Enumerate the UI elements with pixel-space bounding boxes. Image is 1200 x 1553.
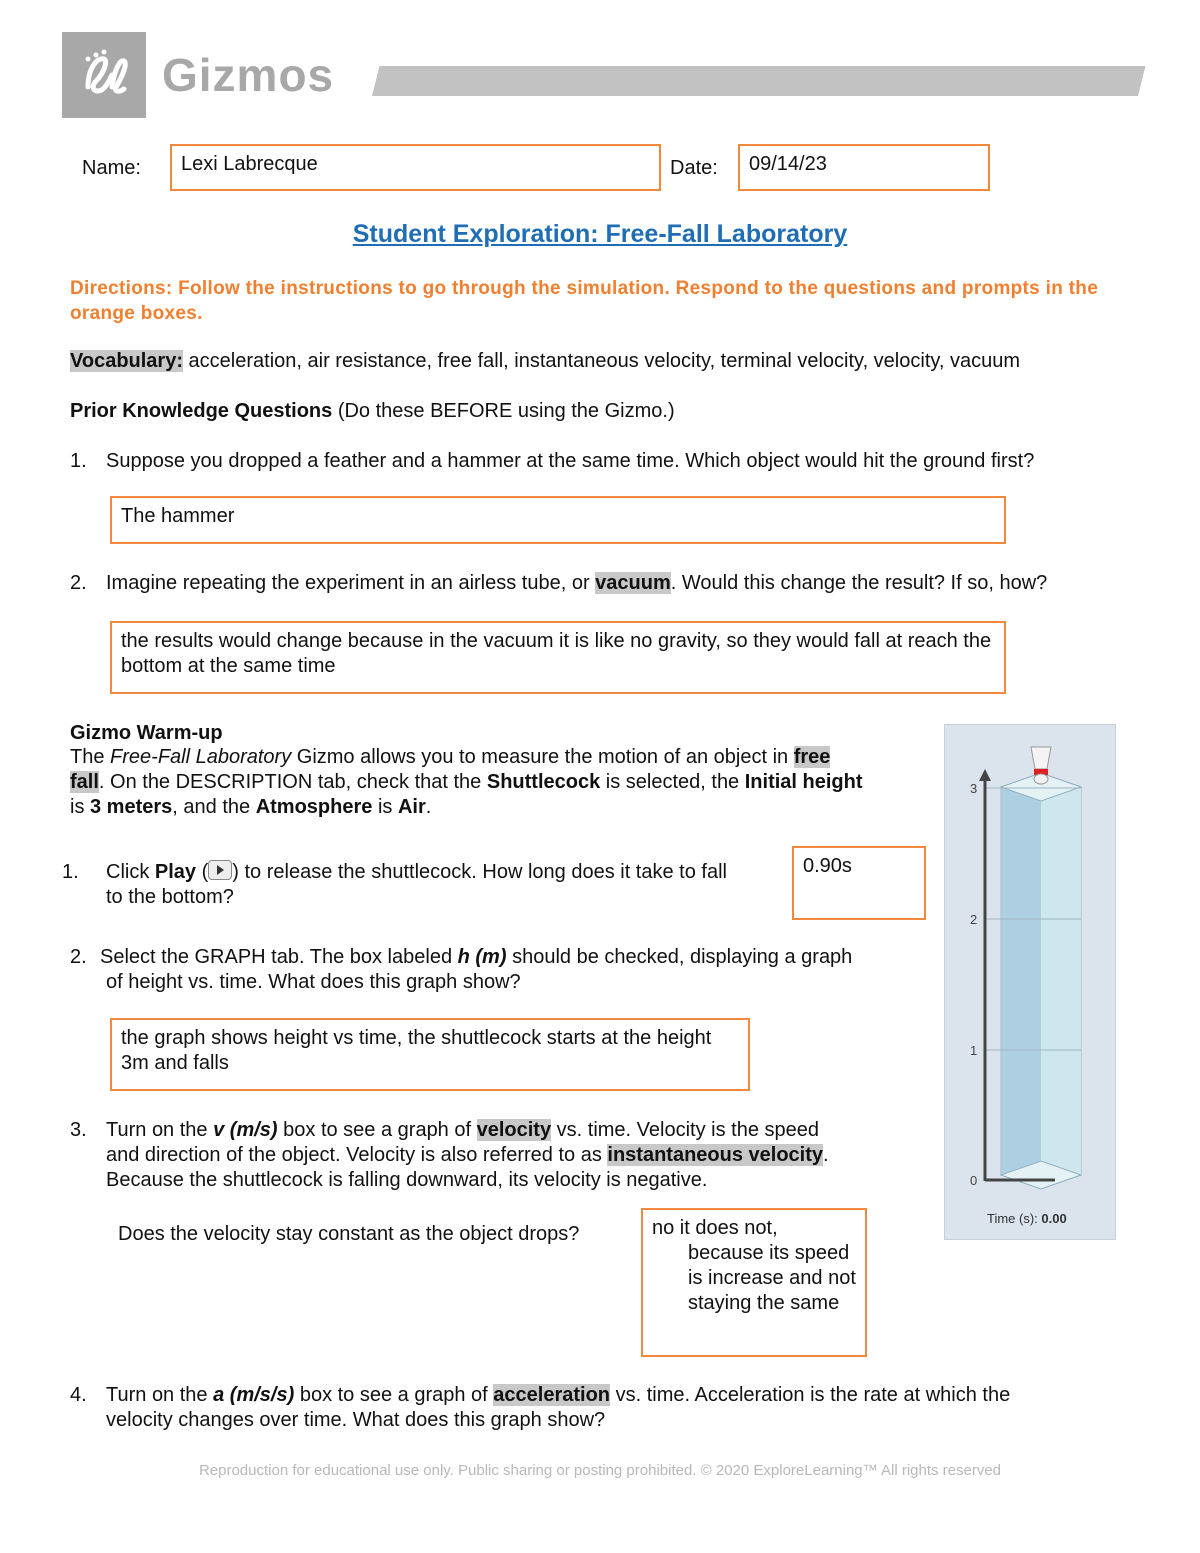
warmup-heading: Gizmo Warm-up (70, 722, 223, 744)
w3-mid: box to see a graph of (277, 1119, 477, 1141)
w3-line2b: . (823, 1144, 829, 1166)
w3-line3: Because the shuttlecock is falling downward, its velocity is negative. (106, 1169, 708, 1191)
warmup-text-f: . (425, 796, 432, 818)
warmup-line2 (70, 770, 932, 795)
w2-question (100, 945, 930, 995)
w3-line2a: and direction of the object. Velocity is also referred to as (106, 1144, 608, 1166)
warmup-text-b: . On the DESCRIPTION tab, check that the (98, 771, 487, 793)
q1-question: Suppose you dropped a feather and a hammer at the same time. Which object would hit the ground first? (106, 450, 1035, 472)
w1-play-word: Play (154, 861, 197, 883)
warmup-text-e: is (372, 796, 398, 818)
tick-label-0: 0 (970, 1173, 978, 1188)
w3-answer-rest: because its speed is increase and not staying the same (688, 1242, 856, 1314)
date-label: Date: (670, 157, 718, 179)
w1-line1 (106, 860, 796, 885)
vocabulary-label: Vocabulary: (70, 350, 183, 372)
tick-label-3: 3 (970, 781, 978, 796)
w3-number: 3. (70, 1119, 87, 1141)
term-atmosphere: Atmosphere (255, 796, 373, 818)
logo-mark-icon (74, 47, 134, 103)
freefall-simulation-image (944, 724, 1116, 1240)
time-readout (987, 1211, 1067, 1226)
q2-post: . Would this change the result? If so, how? (670, 572, 1048, 594)
play-button-icon (208, 860, 232, 880)
w2-post: should be checked, displaying a graph (506, 946, 853, 968)
q1-answer: The hammer (121, 505, 235, 527)
w4-line2: velocity changes over time. What does this graph show? (106, 1409, 606, 1431)
w4-line1 (106, 1383, 1186, 1408)
term-3-meters: 3 meters (90, 796, 173, 818)
time-label: Time (s): (987, 1211, 1042, 1226)
w4-question (106, 1383, 1186, 1433)
header-bar (372, 66, 1145, 96)
term-initial-height: Initial height (744, 771, 863, 793)
page-title: Student Exploration: Free-Fall Laboratory (352, 220, 848, 248)
w3-answer-box[interactable] (641, 1208, 867, 1357)
q2-answer: the results would change because in the vacuum it is like no gravity, so they would fall at reach the bottom at the same time (121, 630, 992, 677)
warmup-line3 (70, 795, 932, 820)
warmup-text-c: is selected, the (600, 771, 745, 793)
w4-pre: Turn on the (106, 1384, 214, 1406)
gizmo-name: Free-Fall Laboratory (110, 746, 292, 768)
w4-mid: box to see a graph of (294, 1384, 494, 1406)
warmup-line1 (70, 745, 932, 770)
w1-answer: 0.90s (803, 855, 852, 877)
w3-answer-line1: no it does not, (652, 1217, 778, 1239)
q2-number: 2. (70, 572, 87, 594)
w4-number: 4. (70, 1384, 87, 1406)
term-velocity: velocity (476, 1119, 552, 1141)
w2-line1 (100, 945, 930, 970)
vocabulary (70, 349, 1170, 374)
explorelearning-logo (62, 32, 146, 118)
q1-answer-box[interactable] (110, 496, 1006, 544)
q2-question (106, 571, 1176, 596)
name-label: Name: (82, 157, 141, 179)
term-fall: fall (70, 771, 99, 793)
directions: Directions: Follow the instructions to go through the simulation. Respond to the questions and prompts in the orange boxes. (70, 278, 1099, 324)
date-value: 09/14/23 (749, 153, 827, 175)
warmup-is: is (70, 796, 90, 818)
prior-heading-text: Prior Knowledge Questions (70, 400, 333, 422)
w3-line1 (106, 1118, 936, 1143)
w4-post: vs. time. Acceleration is the rate at which the (610, 1384, 1011, 1406)
name-field[interactable] (170, 144, 661, 191)
w2-answer: the graph shows height vs time, the shuttlecock starts at the height 3m and falls (121, 1027, 712, 1074)
q1-number: 1. (70, 450, 87, 472)
warmup-text-d: , and the (172, 796, 256, 818)
w3-question (106, 1118, 936, 1193)
q2-answer-box[interactable] (110, 621, 1006, 694)
w3-vms-term: v (m/s) (213, 1119, 278, 1141)
w1-click: Click (106, 861, 155, 883)
footer-copyright: Reproduction for educational use only. Public sharing or posting prohibited. © 2020 ExploreLearning™ All rights reserved (198, 1462, 1002, 1479)
w2-number: 2. (70, 946, 87, 968)
w1-line2: to the bottom? (106, 886, 234, 908)
name-value: Lexi Labrecque (181, 153, 318, 175)
term-acceleration: acceleration (493, 1384, 611, 1406)
w1-number: 1. (62, 861, 79, 883)
w2-hm-term: h (m) (457, 946, 507, 968)
w1-paren: ( (196, 861, 209, 883)
w3-post: vs. time. Velocity is the speed (551, 1119, 819, 1141)
w3-line2 (106, 1143, 936, 1168)
term-shuttlecock: Shuttlecock (486, 771, 601, 793)
w2-pre: Select the GRAPH tab. The box labeled (100, 946, 458, 968)
w2-line2: of height vs. time. What does this graph show? (106, 971, 521, 993)
w1-rest: ) to release the shuttlecock. How long does it take to fall (232, 861, 727, 883)
term-instantaneous-velocity: instantaneous velocity (607, 1144, 824, 1166)
warmup-the: The (70, 746, 111, 768)
q2-pre: Imagine repeating the experiment in an airless tube, or (106, 572, 596, 594)
drop-tube-diagram (945, 725, 1115, 1239)
time-value: 0.00 (1041, 1211, 1067, 1226)
term-air: Air (397, 796, 426, 818)
tick-label-2: 2 (970, 912, 978, 927)
w4-ams-term: a (m/s/s) (213, 1384, 295, 1406)
w1-answer-box[interactable] (792, 846, 926, 920)
w2-answer-box[interactable] (110, 1018, 750, 1091)
tick-label-1: 1 (970, 1043, 978, 1058)
warmup-paragraph (70, 745, 932, 820)
prior-knowledge-heading (70, 399, 675, 424)
warmup-text-a: Gizmo allows you to measure the motion of an object in (291, 746, 794, 768)
date-field[interactable] (738, 144, 990, 191)
prior-subtext: (Do these BEFORE using the Gizmo.) (332, 400, 675, 422)
gizmos-logo-text: Gizmos (162, 49, 335, 101)
term-free: free (793, 746, 831, 768)
q2-vacuum-term: vacuum (595, 572, 671, 594)
vocabulary-list: acceleration, air resistance, free fall, instantaneous velocity, terminal velocity, velocity, vacuum (183, 350, 1021, 372)
w3-pre: Turn on the (106, 1119, 214, 1141)
w3-subquestion: Does the velocity stay constant as the object drops? (118, 1223, 580, 1245)
w1-question (106, 860, 796, 910)
